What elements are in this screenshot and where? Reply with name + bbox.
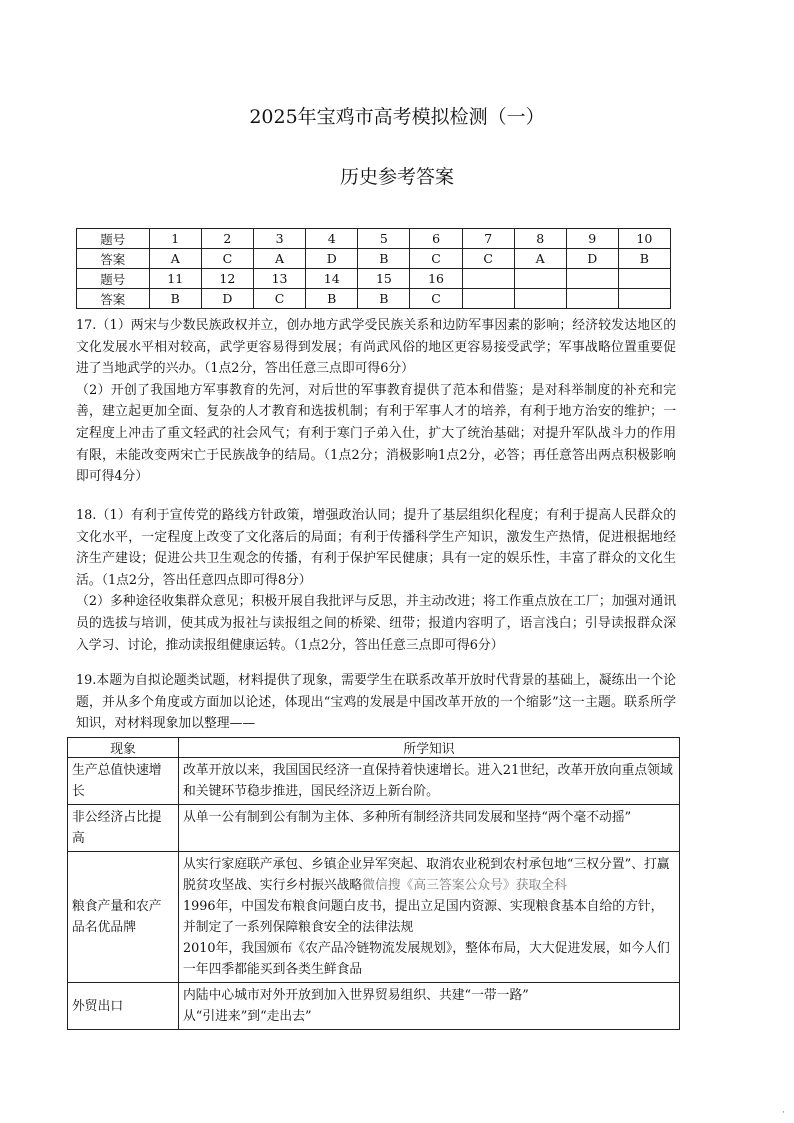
answer-cell: C	[253, 289, 305, 309]
knowledge-cell	[179, 758, 680, 805]
answer-cell: A	[253, 249, 305, 269]
knowledge-row	[68, 758, 680, 805]
answer-cell: D	[306, 249, 358, 269]
knowledge-cell	[179, 983, 680, 1030]
answer-cell: D	[201, 289, 253, 309]
answer-cell: C	[462, 249, 514, 269]
header-phenomenon: 现象	[68, 738, 179, 758]
answer-row	[77, 289, 671, 309]
knowledge-text: 从实行家庭联产承包、乡镇企业异军突起、取消农业税到农村承包地“三权分置”、打赢脱贫攻坚战、实行乡村振兴战略	[183, 857, 670, 893]
q18-part2: （2）多种途径收集群众意见；积极开展自我批评与反思，并主动改进；将工作重点放在工厂；加强对通讯员的选拔与培训，使其成为报社与读报组之间的桥梁、纽带；报道内容明了，语言浅白；引导读报群众深入学习、讨论，推动读报组健康运转。（1点2分，答出任意三点即可得6分）	[76, 594, 676, 653]
q19-intro: 19.本题为自拟论题类试题，材料提供了现象，需要学生在联系改革开放时代背景的基础上，凝练出一个论题，并从多个角度或方面加以论述，体现出“宝鸡的发展是中国改革开放的一个缩影”这一主题。联系所学知识，对材料现象加以整理——	[76, 673, 676, 732]
phenomenon-cell: 非公经济占比提高	[68, 805, 179, 852]
answer-cell: C	[410, 249, 462, 269]
knowledge-table	[67, 737, 680, 1030]
answer-cell: 3	[253, 229, 305, 249]
q17-part1: 17.（1）两宋与少数民族政权并立，创办地方武学受民族关系和边防军事因素的影响；经济较发达地区的文化发展水平相对较高，武学更容易得到发展；有尚武风俗的地区更容易接受武学；军事战略位置重要促进了当地武学的兴办。（1点2分，答出任意三点即可得6分）	[76, 318, 676, 377]
answer-cell	[462, 269, 514, 289]
knowledge-text: 内陆中心城市对外开放到加入世界贸易组织、共建“一带一路”	[183, 988, 529, 1003]
answer-cell: 15	[358, 269, 410, 289]
answer-cell: 2	[201, 229, 253, 249]
phenomenon-cell: 粮食产量和农产品名优品牌	[68, 852, 179, 983]
knowledge-line	[183, 938, 675, 980]
q17-part2: （2）开创了我国地方军事教育的先河，对后世的军事教育提供了范本和借鉴；是对科举制度的补充和完善，建立起更加全面、复杂的人才教育和选拔机制；有利于军事人才的培养，有利于地方治安的维护；一定程度上冲击了重文轻武的社会风气；有利于寒门子弟入仕，扩大了统治基础；对提升军队战斗力的作用有限，未能改变两宋亡于民族战争的结局。（1点2分；消极影响1点2分，必答；再任意答出两点积极影响即可得4分）	[76, 382, 676, 485]
answer-cell: A	[149, 249, 201, 269]
knowledge-cell	[179, 805, 680, 852]
answer-cell: D	[566, 249, 618, 269]
answer-cell: 5	[358, 229, 410, 249]
page-subtitle: 历史参考答案	[339, 166, 454, 188]
knowledge-line	[183, 985, 675, 1006]
phenomenon-cell: 生产总值快速增长	[68, 758, 179, 805]
question-17	[76, 315, 676, 488]
answer-cell	[566, 269, 618, 289]
answer-cell: 4	[306, 229, 358, 249]
answer-cell: 1	[149, 229, 201, 249]
answer-cell	[566, 289, 618, 309]
answer-row-label: 答案	[77, 249, 150, 269]
knowledge-line	[183, 896, 675, 938]
knowledge-cell	[179, 852, 680, 983]
knowledge-line	[183, 854, 675, 896]
answer-row	[77, 269, 671, 289]
answer-cell	[514, 289, 566, 309]
q18-part1: 18.（1）有利于宣传党的路线方针政策，增强政治认同；提升了基层组织化程度；有利于提高人民群众的文化水平，一定程度上改变了文化落后的局面；有利于传播科学生产知识，激发生产热情，促进根据地经济生产建设；促进公共卫生观念的传播，有利于保护军民健康；具有一定的娱乐性，丰富了群众的文化生活。（1点2分，答出任意四点即可得8分）	[76, 508, 676, 588]
page-title: 2025年宝鸡市高考模拟检测（一）	[249, 106, 545, 128]
knowledge-text: 1996年，中国发布粮食问题白皮书，提出立足国内资源、实现粮食基本自给的方针，并制定了一系列保障粮食安全的法律法规	[183, 899, 664, 935]
knowledge-row	[68, 805, 680, 852]
knowledge-line	[183, 760, 675, 802]
answer-cell	[618, 269, 670, 289]
answer-row	[77, 229, 671, 249]
answer-cell: 14	[306, 269, 358, 289]
question-19	[76, 670, 676, 735]
question-18	[76, 505, 676, 656]
answer-cell: B	[618, 249, 670, 269]
answer-cell	[462, 289, 514, 309]
answer-cell: 8	[514, 229, 566, 249]
answer-cell: C	[410, 289, 462, 309]
answer-cell: 9	[566, 229, 618, 249]
page-mark: ·	[782, 1108, 785, 1118]
answer-cell: 10	[618, 229, 670, 249]
knowledge-text: 从“引进来”到“走出去”	[183, 1009, 312, 1024]
knowledge-text: 2010年，我国颁布《农产品冷链物流发展规划》，整体布局，大大促进发展，如今人们一年四季都能买到各类生鲜食品	[183, 941, 670, 977]
watermark-text: 微信搜《高三答案公众号》获取全科	[362, 878, 567, 893]
answer-row	[77, 249, 671, 269]
answer-row-label: 题号	[77, 229, 150, 249]
answer-cell: A	[514, 249, 566, 269]
answer-cell: B	[358, 249, 410, 269]
answer-cell: C	[201, 249, 253, 269]
knowledge-text: 改革开放以来，我国国民经济一直保持着快速增长。进入21世纪，改革开放向重点领域和关键环节稳步推进，国民经济迈上新台阶。	[183, 763, 673, 799]
answer-cell: 7	[462, 229, 514, 249]
knowledge-line	[183, 1006, 675, 1027]
answer-row-label: 题号	[77, 269, 150, 289]
answer-cell: 13	[253, 269, 305, 289]
answer-cell: B	[358, 289, 410, 309]
knowledge-line	[183, 807, 675, 828]
answer-cell: B	[306, 289, 358, 309]
answer-cell	[618, 289, 670, 309]
header-knowledge: 所学知识	[179, 738, 680, 758]
phenomenon-cell: 外贸出口	[68, 983, 179, 1030]
answer-cell: 11	[149, 269, 201, 289]
answer-cell: 6	[410, 229, 462, 249]
answer-row-label: 答案	[77, 289, 150, 309]
answer-cell	[514, 269, 566, 289]
knowledge-row	[68, 852, 680, 983]
answer-cell: B	[149, 289, 201, 309]
answer-cell: 12	[201, 269, 253, 289]
knowledge-text: 从单一公有制到公有制为主体、多种所有制经济共同发展和坚持“两个毫不动摇”	[183, 810, 632, 825]
answer-table	[76, 228, 671, 309]
answer-cell: 16	[410, 269, 462, 289]
knowledge-row	[68, 983, 680, 1030]
